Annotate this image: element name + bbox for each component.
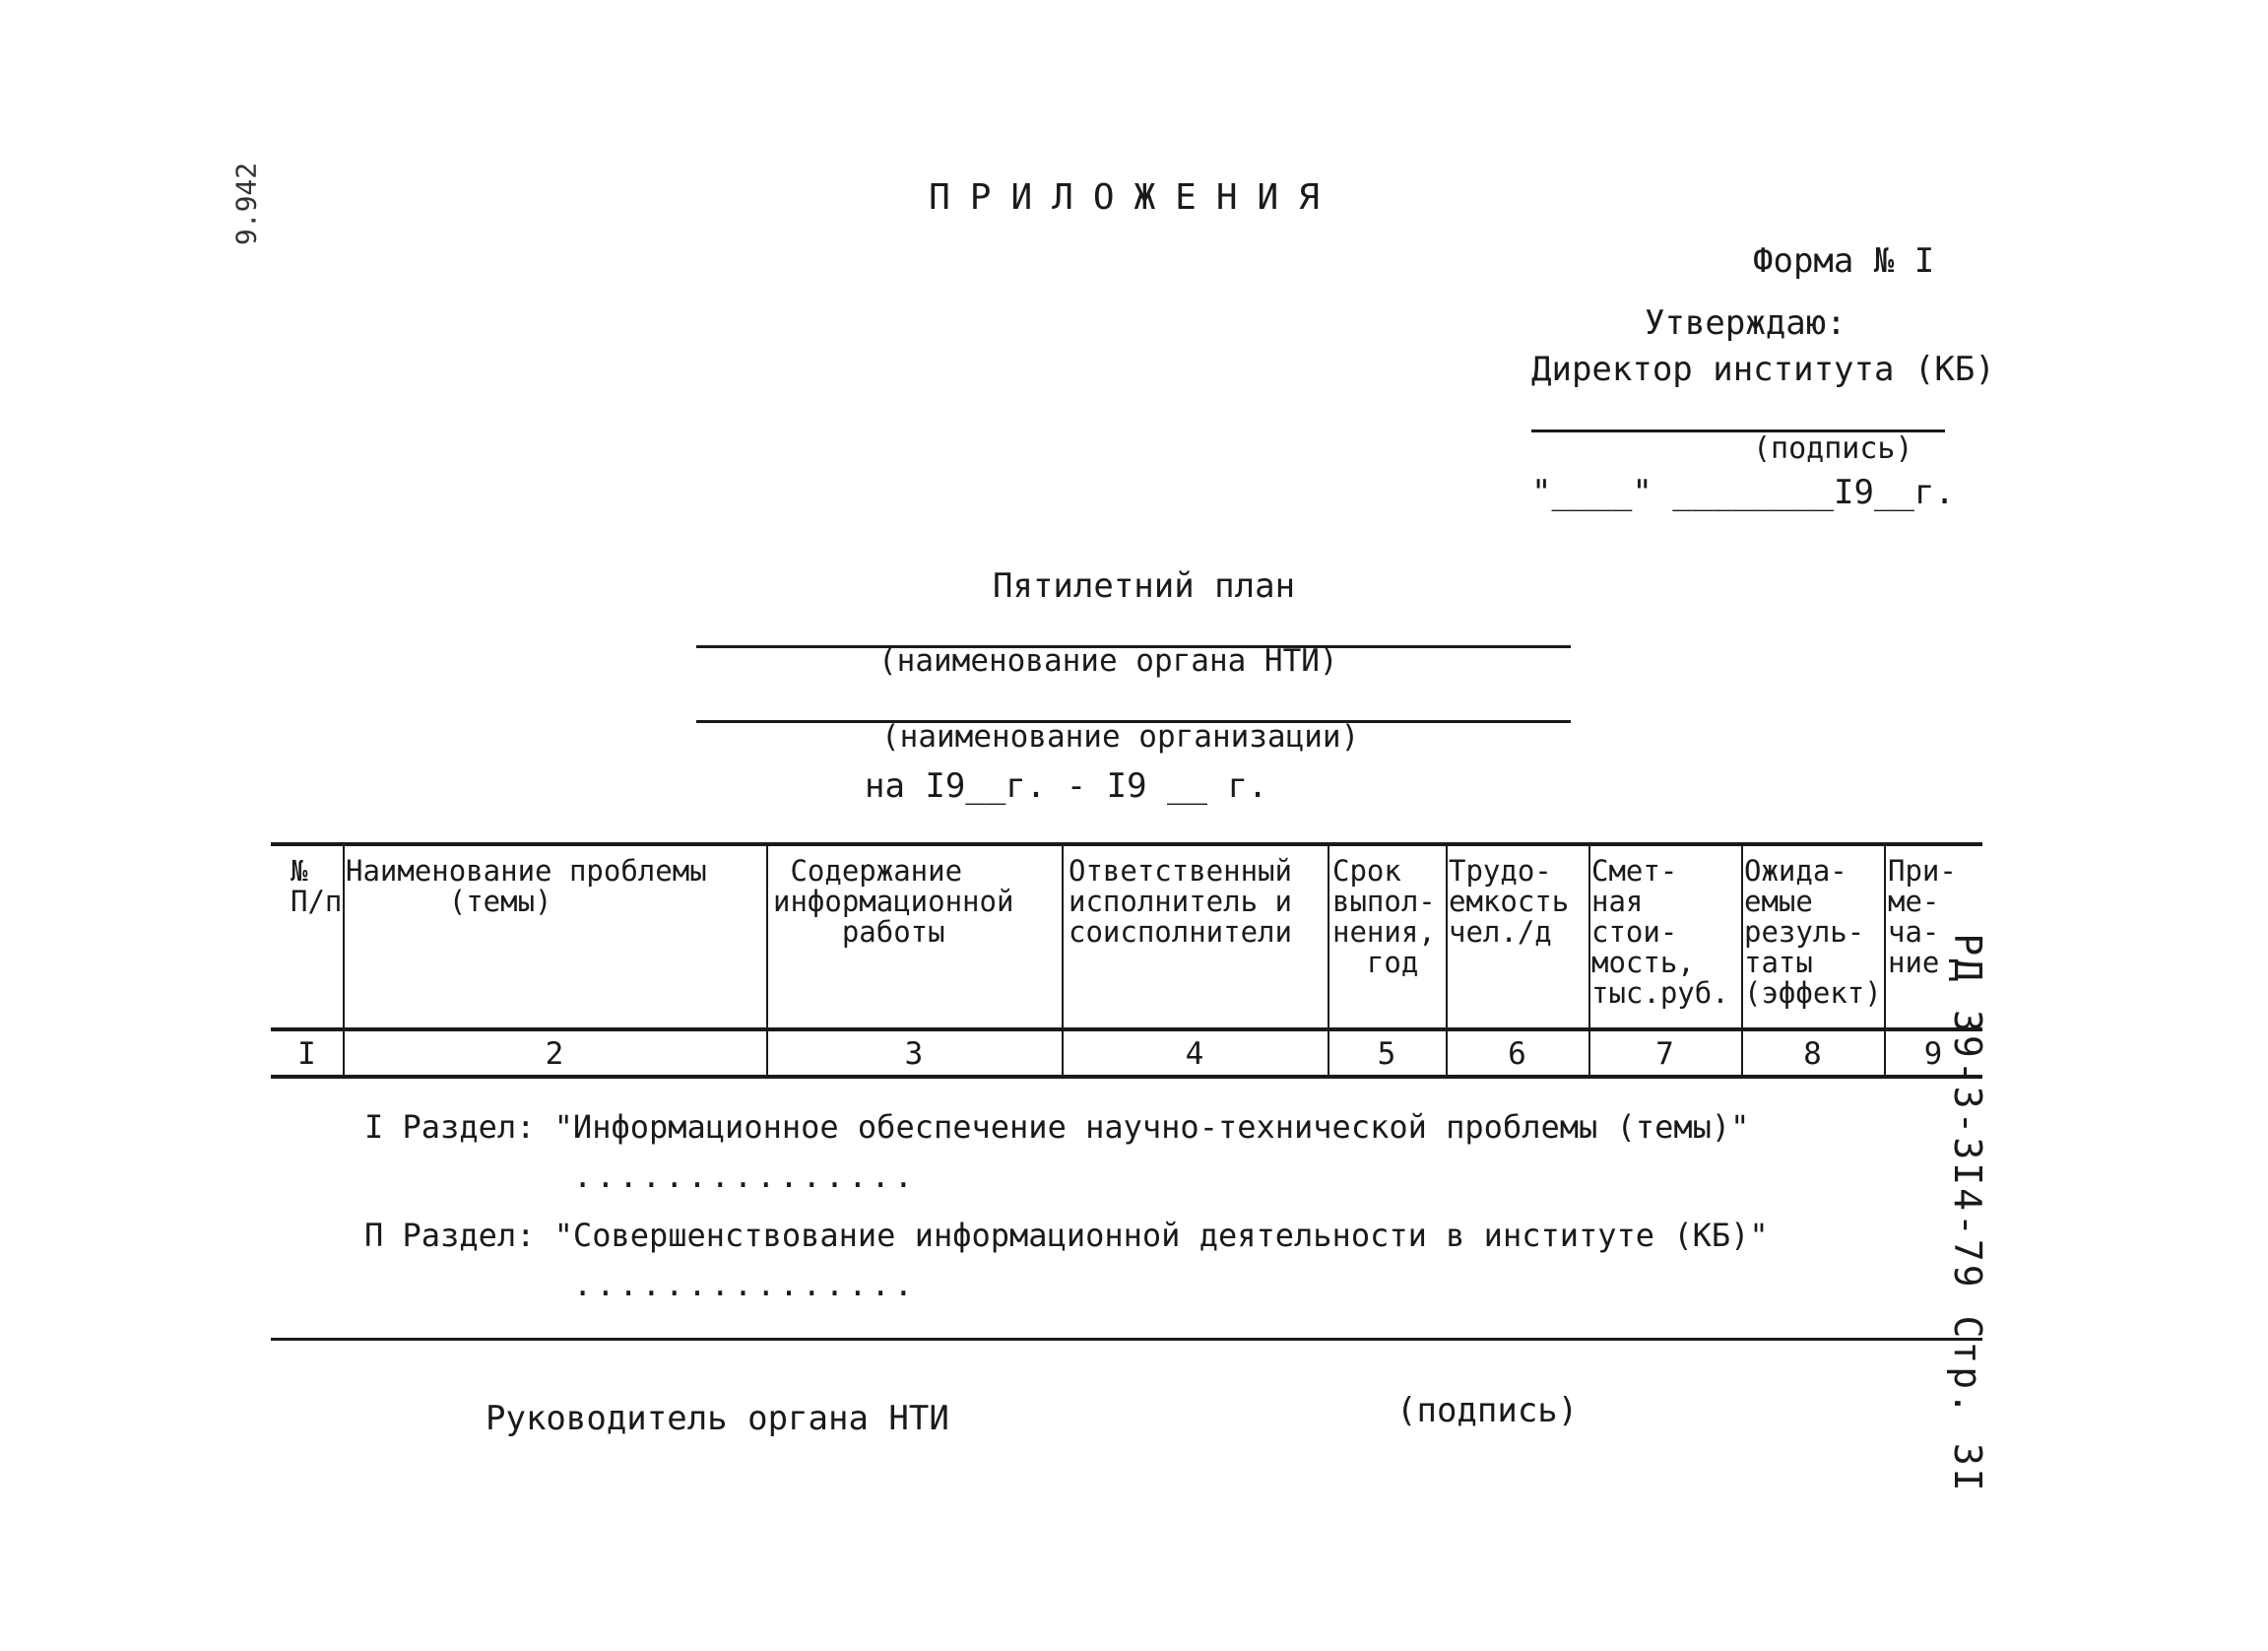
column-number: I	[297, 1036, 316, 1072]
section-2-heading: П Раздел: "Совершенствование информационной деятельности в институте (КБ)"	[364, 1217, 1769, 1254]
document-reference: РД 39-3-3I4-79 Стр. 3I	[1946, 933, 1989, 1494]
footer-signature-label: (подпись)	[1396, 1391, 1579, 1430]
column-number: 7	[1655, 1036, 1674, 1072]
plan-period: на I9__г. - I9 __ г.	[865, 766, 1268, 806]
column-header: Срок выпол- нения, год	[1332, 854, 1436, 979]
column-header: При- ме- ча- ние	[1888, 854, 1957, 979]
column-header: Ожида- емые резуль- таты (эффект)	[1744, 854, 1882, 1010]
column-number: 6	[1508, 1036, 1526, 1072]
margin-note: 9.942	[229, 162, 263, 246]
organization-name-caption: (наименование организации)	[881, 719, 1360, 755]
plan-title: Пятилетний план	[993, 566, 1296, 606]
column-header: Смет- ная стои- мость, тыс.руб.	[1591, 854, 1729, 1010]
director-label: Директор института (КБ)	[1531, 350, 1995, 389]
column-header: № П/п	[291, 854, 343, 918]
section-2-dots: ...............	[573, 1266, 917, 1303]
page-title: ПРИЛОЖЕНИЯ	[929, 177, 1339, 218]
table-header-rule	[271, 1027, 1982, 1031]
column-number: 9	[1923, 1036, 1943, 1072]
column-header: Трудо- емкость чел./д	[1449, 854, 1570, 949]
table-top-rule	[271, 842, 1982, 846]
column-number: 8	[1803, 1036, 1822, 1072]
plan-table	[271, 842, 1982, 1079]
section-1-dots: ...............	[573, 1157, 917, 1195]
column-number: 5	[1377, 1036, 1396, 1072]
column-number: 2	[545, 1036, 564, 1072]
organ-name-caption: (наименование органа НТИ)	[878, 643, 1338, 679]
column-number: 3	[904, 1036, 924, 1072]
column-header: Ответственный исполнитель и соисполнители	[1069, 854, 1292, 949]
column-number: 4	[1185, 1036, 1204, 1072]
form-number: Форма № I	[1753, 241, 1935, 281]
approve-label: Утверждаю:	[1645, 303, 1847, 343]
column-header: Наименование проблемы (темы)	[346, 854, 707, 918]
date-line: "____" ________I9__г.	[1531, 473, 1955, 512]
table-bottom-rule	[271, 1075, 1982, 1079]
signature-caption: (подпись)	[1753, 431, 1913, 466]
bottom-rule	[271, 1338, 1982, 1341]
section-1-heading: I Раздел: "Информационное обеспечение научно-технической проблемы (темы)"	[364, 1108, 1750, 1146]
column-header: Содержание информационной работы	[773, 854, 1014, 949]
head-of-nti-label: Руководитель органа НТИ	[486, 1399, 949, 1438]
